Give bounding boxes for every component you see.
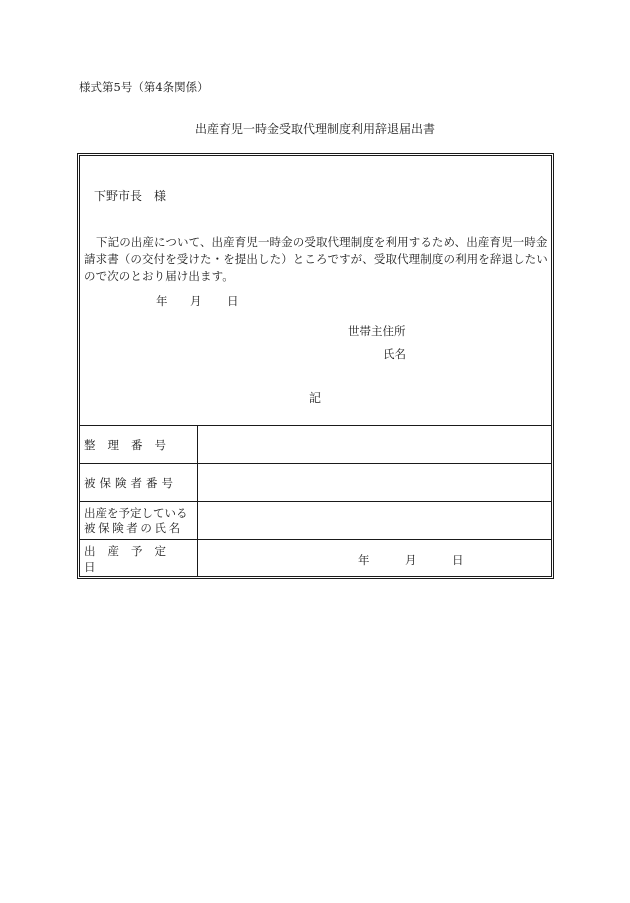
date-month-label: 月 bbox=[190, 294, 202, 308]
table-row-reference-number bbox=[80, 425, 551, 463]
label-insured-name-line1: 出産を予定している bbox=[84, 505, 188, 520]
due-date-day-label: 日 bbox=[452, 553, 464, 567]
label-due-date: 出産予定日 bbox=[80, 540, 198, 577]
due-date-year-label: 年 bbox=[358, 553, 370, 567]
label-insured-number: 被保険者番号 bbox=[80, 464, 198, 501]
date-day-label: 日 bbox=[227, 294, 239, 308]
table-row-insured-number bbox=[80, 463, 551, 501]
table-row-due-date bbox=[80, 539, 551, 577]
applicant-name-label: 氏名 bbox=[383, 347, 406, 361]
label-reference-number: 整理番号 bbox=[80, 426, 198, 463]
ki-heading: 記 bbox=[308, 391, 321, 405]
details-table bbox=[80, 425, 551, 577]
applicant-address-label: 世帯主住所 bbox=[348, 324, 406, 338]
form-number: 様式第5号（第4条関係） bbox=[79, 80, 209, 94]
body-text: 下記の出産について、出産育児一時金の受取代理制度を利用するため、出産育児一時金請求書（の交付を受けた・を提出した）ところですが、受取代理制度の利用を辞退したいので次のとおり届け出ます。 bbox=[84, 235, 548, 283]
label-insured-name bbox=[80, 502, 198, 539]
document-title: 出産育児一時金受取代理制度利用辞退届出書 bbox=[194, 122, 435, 136]
due-date-month-label: 月 bbox=[405, 553, 417, 567]
label-insured-name-line2: 被保険者の氏名 bbox=[84, 520, 183, 535]
table-row-insured-name bbox=[80, 501, 551, 539]
date-year-label: 年 bbox=[156, 294, 168, 308]
addressee: 下野市長 様 bbox=[94, 189, 167, 203]
